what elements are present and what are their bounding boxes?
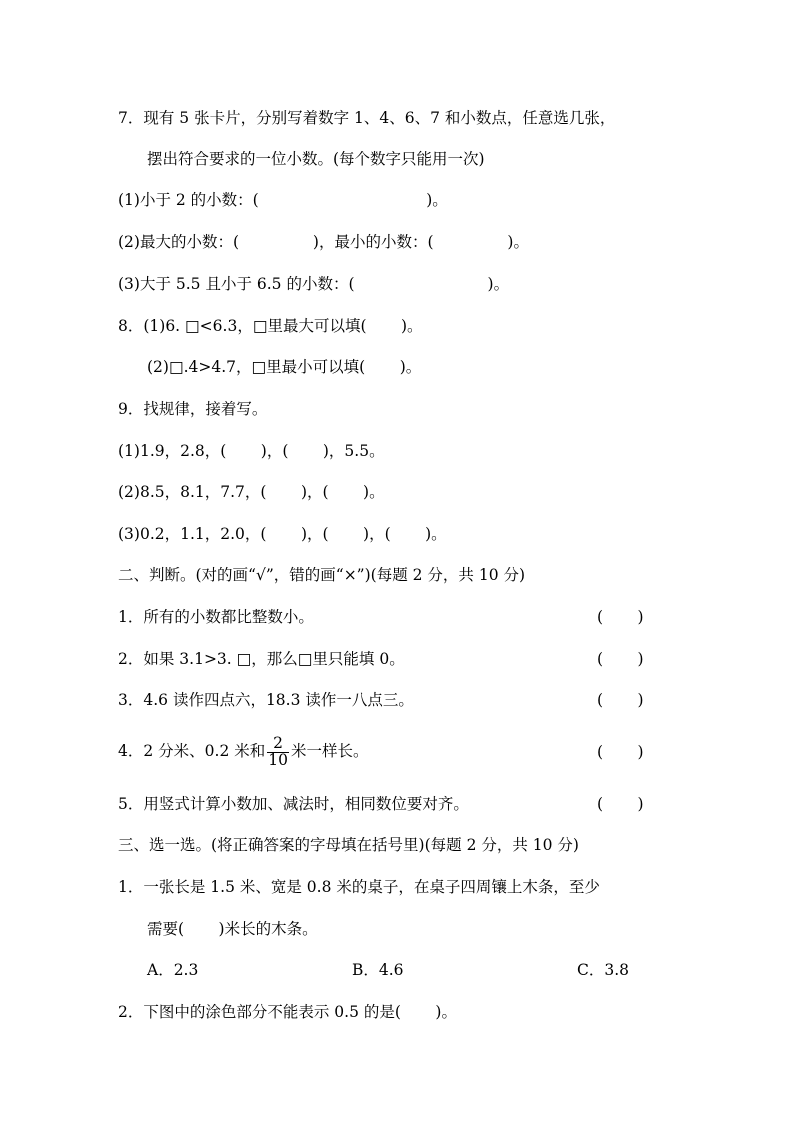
q8-part2: (2)□.4>4.7，□里最小可以填( )。 — [147, 358, 422, 376]
judge-answer-4: ( ) — [597, 743, 644, 761]
s3-q1-line1: 1．一张长是 1.5 米、宽是 0.8 米的桌子，在桌子四周镶上木条，至少 — [118, 878, 600, 896]
q7-line2: 摆出符合要求的一位小数。(每个数字只能用一次) — [147, 150, 485, 168]
judge-answer-3: ( ) — [597, 691, 644, 709]
option-c: C．3.8 — [577, 961, 630, 979]
q9-part2: (2)8.5，8.1，7.7，( )，( )。 — [118, 483, 385, 501]
s3-q2: 2．下图中的涂色部分不能表示 0.5 的是( )。 — [118, 1003, 457, 1021]
judge-item-2: 2．如果 3.1>3. □，那么□里只能填 0。 — [118, 650, 405, 668]
q7-part3: (3)大于 5.5 且小于 6.5 的小数：( )。 — [118, 275, 510, 293]
judge-answer-1: ( ) — [597, 608, 644, 626]
judge-item-4-after: 米一样长。 — [290, 742, 369, 760]
judge-answer-5: ( ) — [597, 795, 644, 813]
s3-q1-line2: 需要( )米长的木条。 — [147, 920, 318, 938]
q7-line1: 7．现有 5 张卡片，分别写着数字 1、4、6、7 和小数点，任意选几张， — [118, 109, 616, 127]
judge-item-4 — [118, 729, 368, 773]
fraction — [267, 736, 289, 768]
option-a: A．2.3 — [147, 961, 199, 979]
q9-part3: (3)0.2，1.1，2.0，( )，( )，( )。 — [118, 525, 447, 543]
section2-title: 二、判断。(对的画“√”，错的画“×”)(每题 2 分，共 10 分) — [118, 566, 526, 584]
judge-item-5: 5．用竖式计算小数加、减法时，相同数位要对齐。 — [118, 795, 469, 813]
judge-answer-2: ( ) — [597, 650, 644, 668]
judge-item-4-text: 4．2 分米、0.2 米和 — [118, 742, 266, 760]
q9-part1: (1)1.9，2.8，( )，( )，5.5。 — [118, 442, 385, 460]
option-b: B．4.6 — [352, 961, 404, 979]
q7-part2: (2)最大的小数：( )，最小的小数：( )。 — [118, 233, 529, 251]
section3-title: 三、选一选。(将正确答案的字母填在括号里)(每题 2 分，共 10 分) — [118, 836, 579, 854]
q9-title: 9．找规律，接着写。 — [118, 400, 268, 418]
judge-item-1: 1．所有的小数都比整数小。 — [118, 608, 314, 626]
q7-part1: (1)小于 2 的小数：( )。 — [118, 191, 448, 209]
q8-part1: 8．(1)6. □<6.3，□里最大可以填( )。 — [118, 317, 423, 335]
judge-item-3: 3．4.6 读作四点六，18.3 读作一八点三。 — [118, 691, 414, 709]
fraction-denominator: 10 — [268, 750, 288, 769]
fraction-numerator: 2 — [267, 736, 289, 753]
